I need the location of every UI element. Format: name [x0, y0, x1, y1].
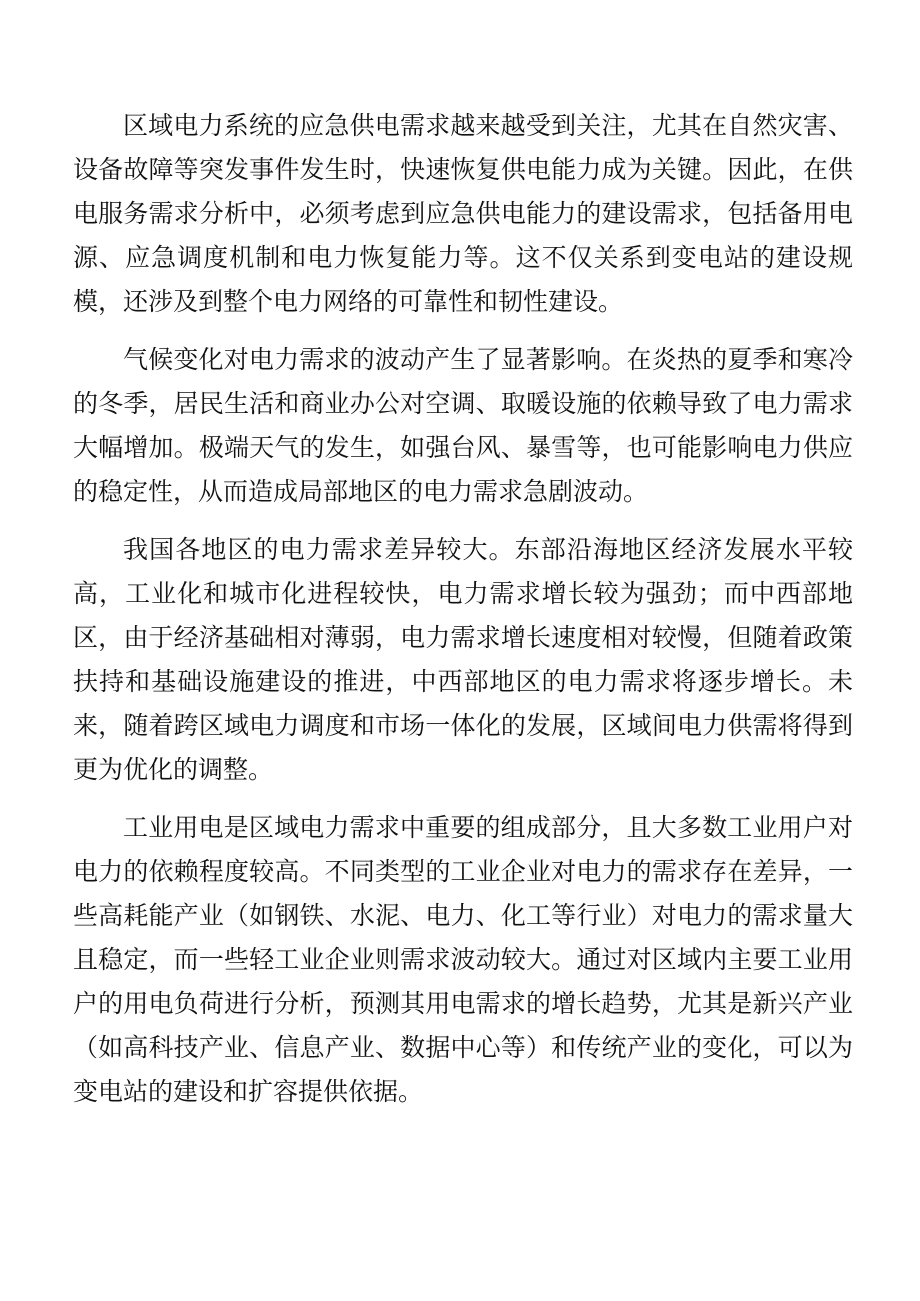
- paragraph-regional-differences: 我国各地区的电力需求差异较大。东部沿海地区经济发展水平较高，工业化和城市化进程较快，电力需求增长较为强劲；而中西部地区，由于经济基础相对薄弱，电力需求增长速度相对较慢，但随着政策扶持和基础设施建设的推进，中西部地区的电力需求将逐步增长。未来，随着跨区域电力调度和市场一体化的发展，区域间电力供需将得到更为优化的调整。: [73, 535, 853, 784]
- document-body: [73, 104, 853, 1128]
- paragraph-climate-change: 气候变化对电力需求的波动产生了显著影响。在炎热的夏季和寒冷的冬季，居民生活和商业办公对空调、取暖设施的依赖导致了电力需求大幅增加。极端天气的发生，如强台风、暴雪等，也可能影响电力供应的稳定性，从而造成局部地区的电力需求急剧波动。: [73, 345, 853, 506]
- paragraph-industrial-demand: 工业用电是区域电力需求中重要的组成部分，且大多数工业用户对电力的依赖程度较高。不同类型的工业企业对电力的需求存在差异，一些高耗能产业（如钢铁、水泥、电力、化工等行业）对电力的需求量大且稳定，而一些轻工业企业则需求波动较大。通过对区域内主要工业用户的用电负荷进行分析，预测其用电需求的增长趋势，尤其是新兴产业（如高科技产业、信息产业、数据中心等）和传统产业的变化，可以为变电站的建设和扩容提供依据。: [73, 813, 853, 1106]
- paragraph-emergency-supply: 区域电力系统的应急供电需求越来越受到关注，尤其在自然灾害、设备故障等突发事件发生时，快速恢复供电能力成为关键。因此，在供电服务需求分析中，必须考虑到应急供电能力的建设需求，包括备用电源、应急调度机制和电力恢复能力等。这不仅关系到变电站的建设规模，还涉及到整个电力网络的可靠性和韧性建设。: [73, 111, 853, 316]
